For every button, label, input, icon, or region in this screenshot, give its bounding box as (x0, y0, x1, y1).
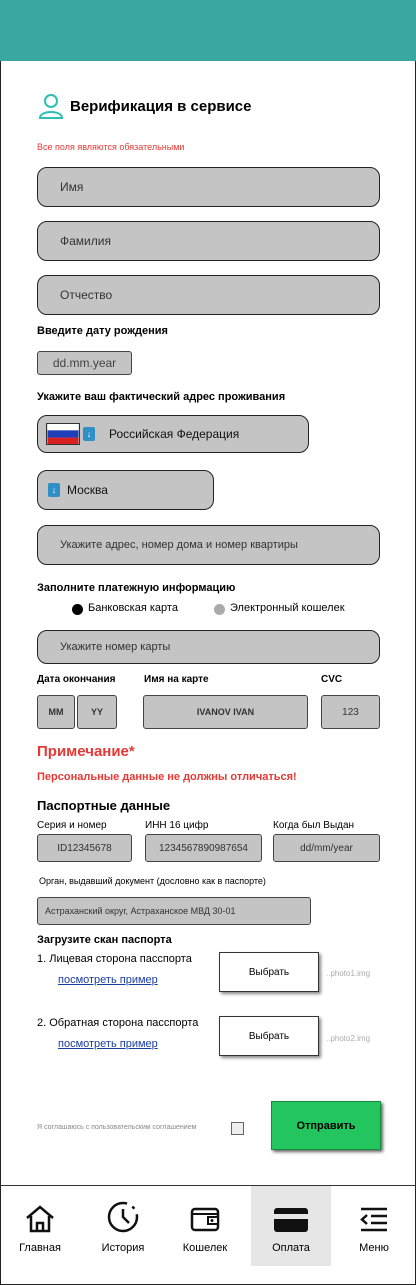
radio-wallet[interactable] (214, 604, 225, 615)
birth-date-label: Введите дату рождения (37, 325, 168, 337)
card-name-input[interactable] (143, 695, 308, 729)
russia-flag-icon (46, 423, 80, 445)
cvc-label: CVC (321, 674, 343, 685)
address-label: Укажите ваш фактический адрес проживания (37, 391, 286, 403)
authority-input[interactable] (37, 897, 311, 925)
expiry-year-input[interactable] (77, 695, 117, 729)
chevron-down-icon: ↓ (48, 483, 60, 497)
last-name-placeholder: Фамилия (60, 234, 111, 248)
birth-date-placeholder: dd.mm.year (52, 356, 117, 370)
credit-card-icon (273, 1206, 309, 1234)
nav-home-label: Главная (19, 1242, 61, 1254)
card-name-value: IVANOV IVAN (196, 707, 255, 717)
card-number-field[interactable] (37, 630, 380, 664)
expiry-month-input[interactable] (37, 695, 75, 729)
expiry-month-placeholder: MM (48, 707, 64, 717)
birth-date-input[interactable] (37, 351, 132, 375)
page-title: Верификация в сервисе (70, 97, 252, 115)
note-title: Примечание* (37, 743, 135, 760)
agreement-checkbox[interactable] (231, 1122, 244, 1135)
cvc-input[interactable] (321, 695, 380, 729)
authority-value: Астраханский округ, Астраханское МВД 30-01 (45, 906, 236, 916)
home-icon (24, 1204, 56, 1234)
passport-series-input[interactable] (37, 834, 132, 862)
user-icon (38, 93, 64, 119)
expiry-label: Дата окончания (37, 674, 116, 685)
back-choose-button[interactable] (219, 1016, 319, 1056)
wallet-icon (189, 1204, 221, 1234)
nav-menu[interactable] (334, 1186, 414, 1266)
passport-series-label: Серия и номер (37, 820, 107, 831)
payment-label: Заполните платежную информацию (37, 582, 236, 594)
nav-wallet[interactable] (165, 1186, 245, 1266)
nav-payment[interactable] (251, 1186, 331, 1266)
passport-series-value: ID12345678 (57, 842, 112, 854)
required-note: Все поля являются обязательными (37, 142, 185, 152)
city-select[interactable] (37, 470, 214, 510)
expiry-year-placeholder: YY (90, 707, 103, 717)
street-address-placeholder: Укажите адрес, номер дома и номер квартиры (60, 539, 298, 551)
city-value: Москва (67, 483, 108, 497)
menu-icon (358, 1206, 390, 1234)
back-file-name: ..photo2.img (326, 1034, 371, 1043)
country-select[interactable] (37, 415, 309, 453)
cvc-value: 123 (342, 706, 359, 718)
front-example-link[interactable]: посмотреть пример (58, 974, 158, 986)
nav-wallet-label: Кошелек (182, 1242, 228, 1254)
back-example-link[interactable]: посмотреть пример (58, 1038, 158, 1050)
radio-card-label: Банковская карта (88, 602, 178, 614)
inn-label: ИНН 16 цифр (145, 820, 209, 831)
back-side-label: 2. Обратная сторона пасспорта (37, 1017, 199, 1029)
authority-label: Орган, выдавший документ (дословно как в паспорте) (39, 876, 266, 886)
country-value: Российская Федерация (109, 427, 240, 441)
nav-history-label: История (101, 1242, 145, 1254)
chevron-down-icon: ↓ (83, 427, 95, 441)
card-number-placeholder: Укажите номер карты (60, 641, 171, 653)
front-file-name: ..photo1.img (326, 969, 371, 978)
front-choose-button[interactable] (219, 952, 319, 992)
nav-home[interactable] (0, 1186, 80, 1266)
street-address-field[interactable] (37, 525, 380, 565)
top-bar (0, 0, 416, 61)
nav-history[interactable] (83, 1186, 163, 1266)
agreement-text: Я соглашаюсь с пользовательским соглашением (37, 1124, 197, 1131)
nav-payment-label: Оплата (272, 1242, 310, 1254)
patronymic-field[interactable] (37, 275, 380, 315)
last-name-field[interactable] (37, 221, 380, 261)
front-choose-label: Выбрать (248, 966, 290, 978)
issued-date-input[interactable] (273, 834, 380, 862)
first-name-field[interactable] (37, 167, 380, 207)
issued-date-value: dd/mm/year (300, 842, 353, 854)
note-text: Персональные данные не должны отличаться! (37, 771, 297, 783)
first-name-placeholder: Имя (60, 180, 84, 194)
passport-title: Паспортные данные (37, 798, 171, 813)
submit-button[interactable] (271, 1101, 381, 1150)
submit-label: Отправить (296, 1119, 356, 1132)
inn-input[interactable] (145, 834, 262, 862)
patronymic-placeholder: Отчество (60, 288, 113, 302)
back-choose-label: Выбрать (248, 1030, 290, 1042)
upload-title: Загрузите скан паспорта (37, 934, 172, 946)
inn-value: 1234567890987654 (159, 842, 248, 854)
issued-date-label: Когда был Выдан (273, 820, 355, 831)
radio-wallet-label: Электронный кошелек (230, 602, 345, 614)
nav-menu-label: Меню (359, 1242, 389, 1254)
clock-icon (106, 1200, 140, 1234)
bottom-navigation (0, 1185, 416, 1285)
card-name-label: Имя на карте (144, 674, 209, 685)
front-side-label: 1. Лицевая сторона пасспорта (37, 953, 192, 965)
radio-card[interactable] (72, 604, 83, 615)
page-header (38, 90, 251, 122)
